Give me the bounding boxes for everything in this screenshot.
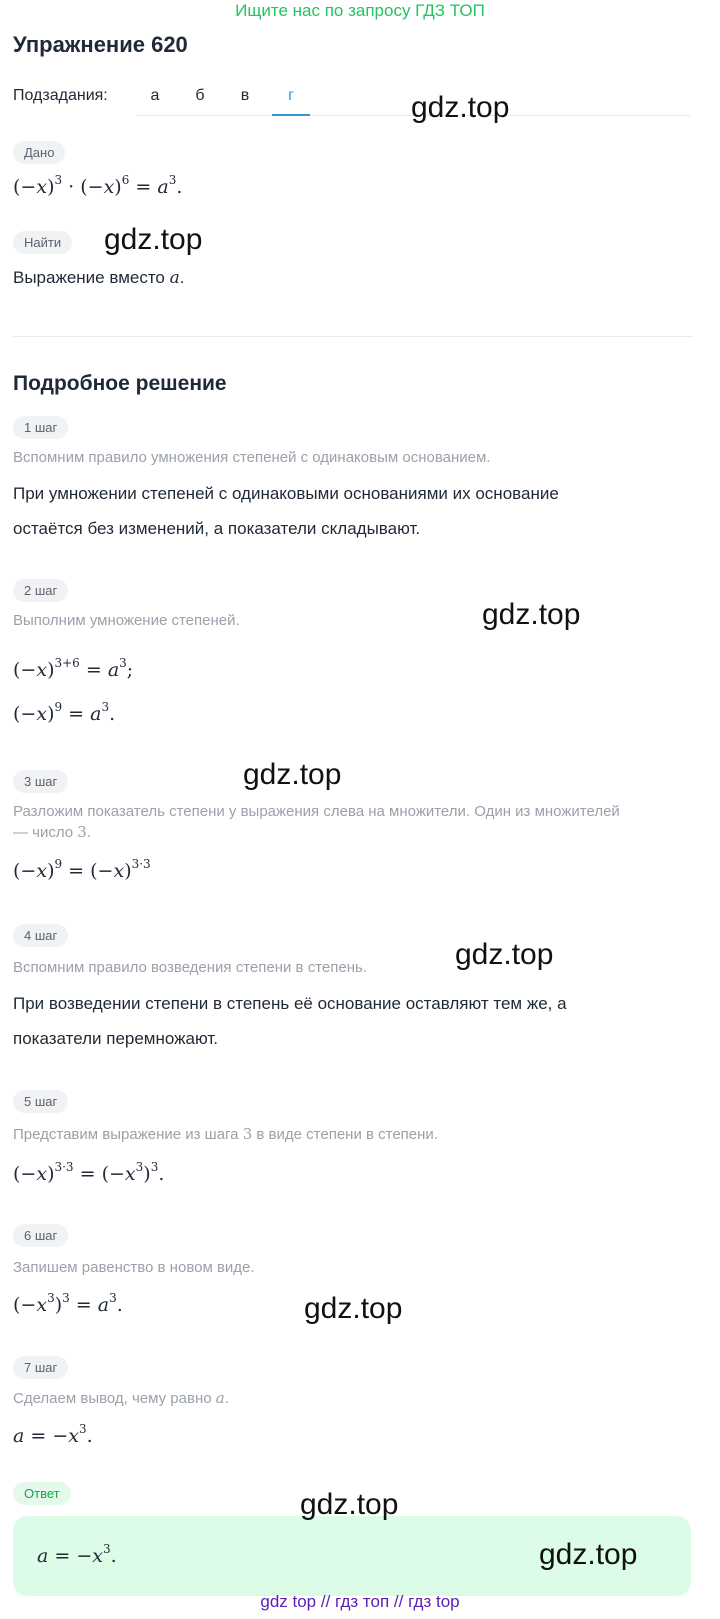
given-badge: Дано bbox=[13, 141, 65, 164]
watermark: gdz.top bbox=[455, 938, 554, 971]
given-formula: $(-x)^3 \cdot (-x)^6 = a^3$. bbox=[13, 173, 183, 198]
step-2-hint: Выполним умножение степеней. bbox=[13, 612, 240, 629]
step-6-badge: 6 шаг bbox=[13, 1224, 68, 1247]
footer-separator: // bbox=[393, 1592, 404, 1611]
solution-heading: Подробное решение bbox=[13, 372, 227, 395]
step-3-hint-part2: — число bbox=[13, 824, 74, 841]
step-2-badge: 2 шаг bbox=[13, 579, 68, 602]
footer-link-gdz-top-mixed[interactable]: гдз top bbox=[408, 1592, 460, 1611]
find-badge: Найти bbox=[13, 231, 72, 254]
answer-formula: $a = -x^3$. bbox=[37, 1542, 117, 1567]
step-6-formula: $(-x^3)^3 = a^3$. bbox=[13, 1291, 123, 1316]
step-4-text-line2: показатели перемножают. bbox=[13, 1029, 218, 1048]
step-4-badge: 4 шаг bbox=[13, 924, 68, 947]
step-5-badge: 5 шаг bbox=[13, 1090, 68, 1113]
answer-badge: Ответ bbox=[13, 1482, 71, 1505]
step-5-hint: Представим выражение из шага 3 в виде степени в степени. bbox=[13, 1125, 438, 1143]
watermark: gdz.top bbox=[304, 1292, 403, 1325]
watermark: gdz.top bbox=[411, 91, 510, 124]
step-7-formula: $a = -x^3$. bbox=[13, 1422, 93, 1447]
step-7-hint-text: Сделаем вывод, чему равно bbox=[13, 1390, 212, 1407]
footer-link-gdz-top[interactable]: gdz top bbox=[260, 1592, 317, 1611]
divider bbox=[13, 336, 693, 337]
watermark: gdz.top bbox=[104, 223, 203, 256]
step-3-hint-part1: Разложим показатель степени у выражения слева на множители. Один из множителей bbox=[13, 803, 620, 820]
tab-b[interactable]: б bbox=[195, 87, 205, 104]
tab-v[interactable]: в bbox=[240, 87, 250, 104]
watermark: gdz.top bbox=[300, 1488, 399, 1521]
step-3-formula: $(-x)^9 = (-x)^{3\cdot 3}$ bbox=[13, 857, 151, 882]
step-7-badge: 7 шаг bbox=[13, 1356, 68, 1379]
footer-separator: // bbox=[320, 1592, 331, 1611]
watermark: gdz.top bbox=[539, 1538, 638, 1571]
step-5-hint-part2: в виде степени в степени. bbox=[256, 1126, 438, 1143]
step-1-hint: Вспомним правило умножения степеней с одинаковым основанием. bbox=[13, 449, 491, 466]
find-statement: Выражение вместо a. bbox=[13, 268, 185, 288]
step-2-formula-2: $(-x)^9 = a^3$. bbox=[13, 700, 116, 725]
find-text: Выражение вместо bbox=[13, 268, 165, 287]
step-5-formula: $(-x)^{3\cdot 3} = (-x^3)^3$. bbox=[13, 1160, 165, 1185]
step-5-hint-part1: Представим выражение из шага bbox=[13, 1126, 239, 1143]
search-banner[interactable]: Ищите нас по запросу ГДЗ ТОП bbox=[235, 1, 485, 20]
watermark: gdz.top bbox=[243, 758, 342, 791]
step-2-formula-1: $(-x)^{3+6} = a^3$; bbox=[13, 656, 134, 681]
step-4-hint: Вспомним правило возведения степени в степень. bbox=[13, 959, 367, 976]
step-4-text-line1: При возведении степени в степень её основание оставляют тем же, а bbox=[13, 994, 567, 1013]
step-1-text-line2: остаётся без изменений, а показатели складывают. bbox=[13, 519, 421, 538]
watermark: gdz.top bbox=[482, 598, 581, 631]
step-1-badge: 1 шаг bbox=[13, 416, 68, 439]
step-7-hint: Сделаем вывод, чему равно a. bbox=[13, 1389, 229, 1407]
footer-link-gdz-top-ru[interactable]: гдз топ bbox=[335, 1592, 390, 1611]
step-1-text-line1: При умножении степеней с одинаковыми основаниями их основание bbox=[13, 484, 559, 503]
step-3-hint: Разложим показатель степени у выражения слева на множители. Один из множителей — число 3. bbox=[13, 803, 620, 841]
tab-a[interactable]: а bbox=[150, 87, 160, 104]
step-6-hint: Запишем равенство в новом виде. bbox=[13, 1259, 255, 1276]
step-3-badge: 3 шаг bbox=[13, 770, 68, 793]
page-title: Упражнение 620 bbox=[13, 32, 188, 57]
footer-links bbox=[0, 1592, 720, 1612]
tab-g[interactable]: г bbox=[272, 78, 310, 116]
subtasks-label: Подзадания: bbox=[13, 87, 108, 104]
